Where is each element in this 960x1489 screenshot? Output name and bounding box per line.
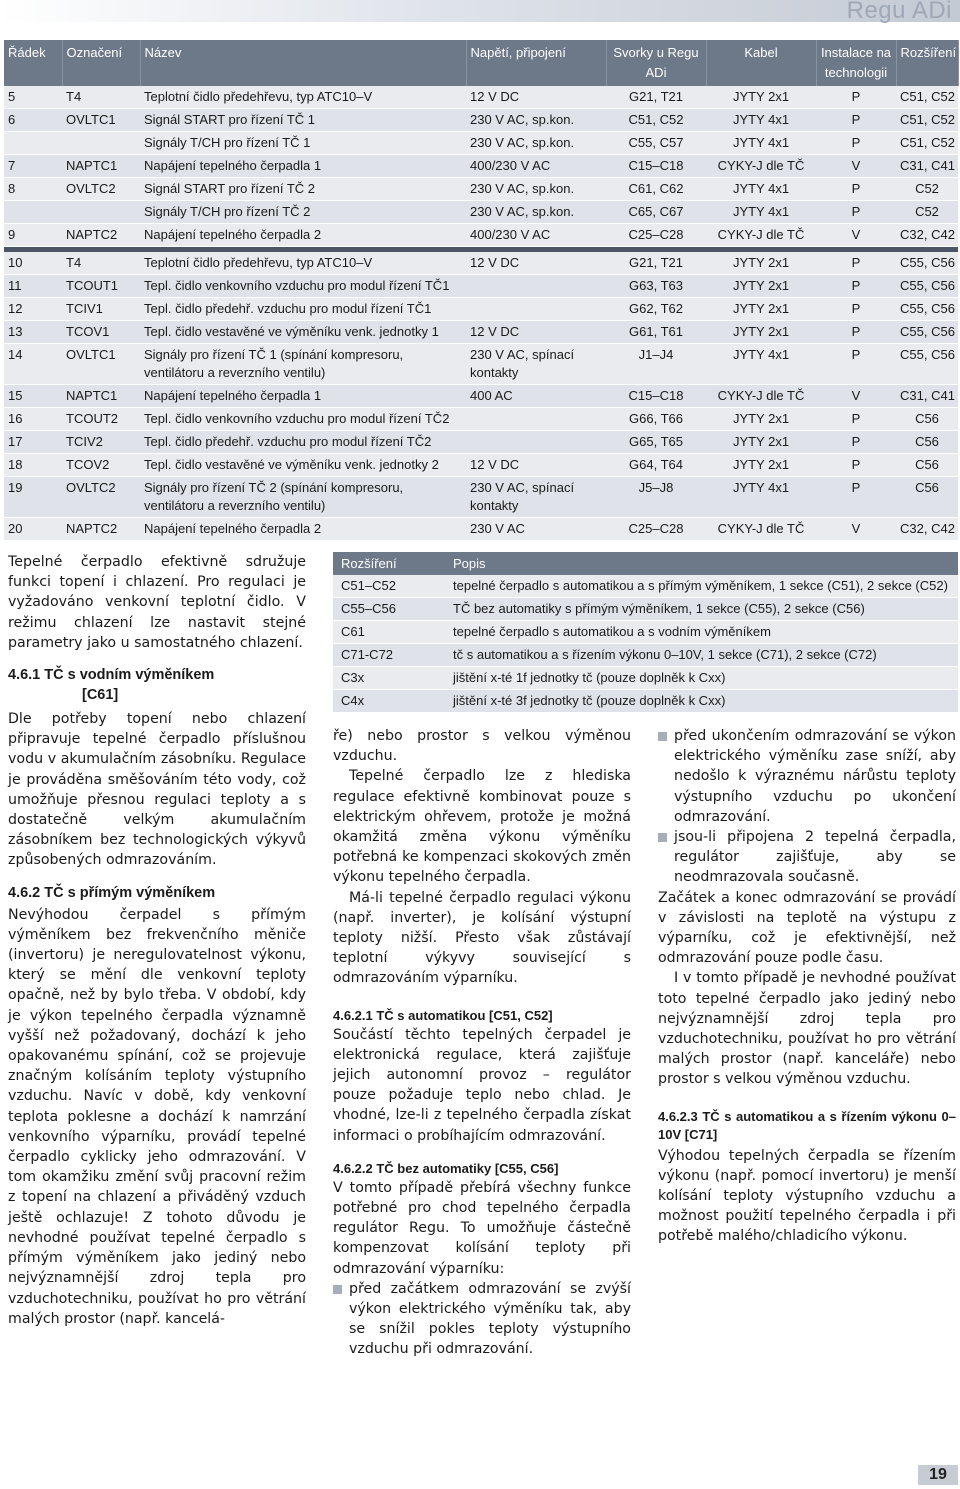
cell-code: OVLTC2	[62, 178, 140, 201]
cell-row: 16	[4, 407, 62, 430]
paragraph: Dle potřeby topení nebo chlazení připravuje tepelné čerpadlo příslušnou vodu v akumulačním zásobníku. Regulace je prováděna směšováním této vody, což umožňuje přesnou regulaci teploty a s dostatečně velkým akumulačním zásobníkem bez technologických výkyvů způsobených odmrazováním.	[8, 711, 306, 869]
paragraph: Výhodou tepelných čerpadla se řízením výkonu (např. pomocí invertoru) je menší kolísání teploty výstupního vzduchu a možnost použití tepelného čerpadla i při potřebě malého/chladicího výkonu.	[658, 1147, 956, 1245]
cell-code: OVLTC2	[62, 476, 140, 517]
cell-voltage: 12 V DC	[466, 320, 606, 343]
cell-name: Signály pro řízení TČ 2 (spínání kompresoru, ventilátoru a reverzního ventilu)	[140, 476, 466, 517]
cell-code: TCIV1	[62, 297, 140, 320]
cell-code: TCIV2	[62, 430, 140, 453]
cell-code: TCOV1	[62, 320, 140, 343]
cell-install: P	[816, 453, 896, 476]
cell-name: Napájení tepelného čerpadla 1	[140, 155, 466, 178]
cell-name: Signál START pro řízení TČ 1	[140, 109, 466, 132]
legend-desc: TČ bez automatiky s přímým výměníkem, 1 sekce (C55), 2 sekce (C56)	[445, 598, 958, 621]
cell-cable: JYTY 2x1	[706, 430, 816, 453]
cell-install: V	[816, 384, 896, 407]
cell-ext: C55, C56	[896, 343, 958, 384]
cell-name: Tepl. čidlo venkovního vzduchu pro modul řízení TČ1	[140, 274, 466, 297]
cell-voltage: 400/230 V AC	[466, 155, 606, 178]
cell-install: P	[816, 274, 896, 297]
list-item: před ukončením odmrazování se výkon elektrického výměníku zase sníží, aby nedošlo k výraznému nárůstu teploty výstupního vzduchu po ukončení odmrazování.	[658, 726, 956, 827]
cell-terminals: C51, C52	[606, 109, 706, 132]
cell-name: Napájení tepelného čerpadla 2	[140, 224, 466, 247]
table-row	[4, 384, 958, 407]
cell-voltage: 230 V AC, sp.kon.	[466, 109, 606, 132]
table-row	[4, 343, 958, 384]
cell-install: P	[816, 297, 896, 320]
cell-cable: JYTY 2x1	[706, 86, 816, 109]
cell-ext: C51, C52	[896, 86, 958, 109]
cell-voltage: 400 AC	[466, 384, 606, 407]
cell-terminals: C65, C67	[606, 201, 706, 224]
cell-terminals: C15–C18	[606, 155, 706, 178]
cell-terminals: G61, T61	[606, 320, 706, 343]
cell-terminals: G21, T21	[606, 252, 706, 275]
bullet-list	[333, 1279, 631, 1360]
cell-code: T4	[62, 252, 140, 275]
cell-cable: CYKY-J dle TČ	[706, 384, 816, 407]
cell-voltage: 230 V AC, spínací kontakty	[466, 476, 606, 517]
table-row	[4, 132, 958, 155]
cell-ext: C32, C42	[896, 517, 958, 540]
cell-ext: C55, C56	[896, 320, 958, 343]
cell-ext: C56	[896, 476, 958, 517]
cell-terminals: J5–J8	[606, 476, 706, 517]
cell-code: TCOV2	[62, 453, 140, 476]
cell-row: 11	[4, 274, 62, 297]
cell-install: V	[816, 155, 896, 178]
legend-code: C4x	[333, 690, 445, 713]
paragraph: Tepelné čerpadlo lze z hlediska regulace efektivně kombinovat pouze s elektrickým ohřevem, protože je možná okamžitá změna výkonu výměníku potřebná ke kompenzaci skokových změn výkonu tepelného čerpadla.	[333, 768, 631, 886]
cell-code: OVLTC1	[62, 109, 140, 132]
cell-voltage	[466, 407, 606, 430]
cell-code	[62, 132, 140, 155]
cell-terminals: C25–C28	[606, 517, 706, 540]
legend-row	[333, 598, 958, 621]
cell-ext: C56	[896, 430, 958, 453]
table-row	[4, 430, 958, 453]
legend-row	[333, 621, 958, 644]
cell-install: P	[816, 407, 896, 430]
cell-code: NAPTC2	[62, 517, 140, 540]
table-header	[4, 40, 958, 86]
connections-table	[4, 40, 959, 541]
col-header: Svorky u Regu ADi	[606, 40, 706, 86]
cell-install: P	[816, 201, 896, 224]
cell-row: 19	[4, 476, 62, 517]
legend-row	[333, 644, 958, 667]
text-column-1	[8, 552, 306, 1329]
cell-code: NAPTC1	[62, 384, 140, 407]
table-row	[4, 224, 958, 247]
table-row	[4, 86, 958, 109]
extension-legend-table	[333, 552, 958, 713]
cell-name: Signály pro řízení TČ 1 (spínání kompresoru, ventilátoru a reverzního ventilu)	[140, 343, 466, 384]
cell-voltage: 400/230 V AC	[466, 224, 606, 247]
cell-cable: JYTY 2x1	[706, 453, 816, 476]
table-row	[4, 320, 958, 343]
cell-name: Tepl. čidlo předehř. vzduchu pro modul řízení TČ2	[140, 430, 466, 453]
cell-install: P	[816, 132, 896, 155]
subsection-heading: 4.6.2.2 TČ bez automatiky [C55, C56]	[333, 1160, 559, 1176]
cell-code: NAPTC2	[62, 224, 140, 247]
cell-terminals: J1–J4	[606, 343, 706, 384]
legend-code: C55–C56	[333, 598, 445, 621]
cell-code: T4	[62, 86, 140, 109]
cell-name: Tepl. čidlo vestavěné ve výměníku venk. jednotky 1	[140, 320, 466, 343]
cell-name: Signál START pro řízení TČ 2	[140, 178, 466, 201]
table-body	[4, 86, 958, 540]
cell-ext: C51, C52	[896, 132, 958, 155]
legend-code: C71-C72	[333, 644, 445, 667]
cell-ext: C52	[896, 201, 958, 224]
legend-desc: tč s automatikou a s řízením výkonu 0–10V, 1 sekce (C71), 2 sekce (C72)	[445, 644, 958, 667]
legend-desc: tepelné čerpadlo s automatikou a s přímým výměníkem, 1 sekce (C51), 2 sekce (C52)	[445, 575, 958, 598]
cell-code: OVLTC1	[62, 343, 140, 384]
col-header: Název	[140, 40, 466, 86]
cell-cable: JYTY 2x1	[706, 320, 816, 343]
legend-desc: tepelné čerpadlo s automatikou a s vodním výměníkem	[445, 621, 958, 644]
legend-code: C3x	[333, 667, 445, 690]
brand-title: Regu ADi	[846, 0, 952, 24]
cell-cable: JYTY 4x1	[706, 109, 816, 132]
cell-name: Tepl. čidlo vestavěné ve výměníku venk. jednotky 2	[140, 453, 466, 476]
cell-row: 18	[4, 453, 62, 476]
col-header: Napětí, připojení	[466, 40, 606, 86]
cell-voltage: 12 V DC	[466, 252, 606, 275]
table-row	[4, 297, 958, 320]
page-number: 19	[918, 1465, 958, 1485]
legend-row	[333, 667, 958, 690]
legend-body	[333, 575, 958, 713]
cell-terminals: C55, C57	[606, 132, 706, 155]
cell-row	[4, 132, 62, 155]
cell-ext: C55, C56	[896, 297, 958, 320]
cell-cable: JYTY 4x1	[706, 132, 816, 155]
cell-ext: C55, C56	[896, 274, 958, 297]
cell-terminals: G21, T21	[606, 86, 706, 109]
subsection-heading: 4.6.2.1 TČ s automatikou [C51, C52]	[333, 1007, 553, 1023]
paragraph: V tomto případě přebírá všechny funkce potřebné pro chod tepelného čerpadla regulátor Regu. To umožňuje částečně kompenzovat kolísání teploty při odmrazování výparníku:	[333, 1179, 631, 1277]
col-header: Označení	[62, 40, 140, 86]
col-header: Rozšíření	[333, 552, 445, 575]
cell-terminals: G66, T66	[606, 407, 706, 430]
cell-install: P	[816, 252, 896, 275]
cell-row: 9	[4, 224, 62, 247]
table-row	[4, 109, 958, 132]
legend-code: C61	[333, 621, 445, 644]
table-row	[4, 252, 958, 275]
cell-row: 17	[4, 430, 62, 453]
cell-name: Teplotní čidlo předehřevu, typ ATC10–V	[140, 252, 466, 275]
cell-name: Tepl. čidlo předehř. vzduchu pro modul řízení TČ1	[140, 297, 466, 320]
cell-row: 12	[4, 297, 62, 320]
cell-voltage	[466, 297, 606, 320]
cell-name: Signály T/CH pro řízení TČ 2	[140, 201, 466, 224]
cell-row: 13	[4, 320, 62, 343]
legend-row	[333, 690, 958, 713]
table-row	[4, 517, 958, 540]
cell-voltage: 230 V AC, spínací kontakty	[466, 343, 606, 384]
cell-ext: C32, C42	[896, 224, 958, 247]
legend-row	[333, 575, 958, 598]
cell-install: P	[816, 343, 896, 384]
cell-row: 6	[4, 109, 62, 132]
cell-install: V	[816, 224, 896, 247]
legend-code: C51–C52	[333, 575, 445, 598]
cell-install: P	[816, 86, 896, 109]
cell-ext: C52	[896, 178, 958, 201]
section-heading-code: [C61]	[82, 687, 119, 704]
text-column-2	[333, 726, 631, 1360]
cell-terminals: C25–C28	[606, 224, 706, 247]
cell-voltage: 12 V DC	[466, 86, 606, 109]
cell-terminals: G65, T65	[606, 430, 706, 453]
list-item: před začátkem odmrazování se zvýší výkon elektrického výměníku tak, aby se snížil pokles teploty výstupního vzduchu při odmrazování.	[333, 1279, 631, 1360]
cell-name: Tepl. čidlo venkovního vzduchu pro modul řízení TČ2	[140, 407, 466, 430]
cell-terminals: C15–C18	[606, 384, 706, 407]
cell-code	[62, 201, 140, 224]
cell-row	[4, 201, 62, 224]
cell-code: NAPTC1	[62, 155, 140, 178]
legend-desc: jištění x-té 1f jednotky tč (pouze doplněk k Cxx)	[445, 667, 958, 690]
cell-row: 10	[4, 252, 62, 275]
cell-row: 15	[4, 384, 62, 407]
col-header: Kabel	[706, 40, 816, 86]
paragraph: I v tomto případě je nevhodné používat toto tepelné čerpadlo jako jediný nebo nejvýznamnější zdroj tepla pro vzduchotechniku, používat ho pro větrání malých prostor (např. kanceláře) nebo prostor s velkou výměnou vzduchu.	[658, 970, 956, 1088]
cell-ext: C55, C56	[896, 252, 958, 275]
cell-install: P	[816, 109, 896, 132]
cell-voltage: 230 V AC	[466, 517, 606, 540]
paragraph: Tepelné čerpadlo efektivně sdružuje funkci topení i chlazení. Pro regulaci je vyžadováno venkovní teplotní čidlo. V režimu chlazení lze nastavit stejné parametry jako u samostatného chlazení.	[8, 554, 306, 651]
text-column-3	[658, 726, 956, 1247]
paragraph: Součástí těchto tepelných čerpadel je elektronická regulace, která zajišťuje jejich autonomní provoz – regulátor pouze požaduje teplo nebo chlad. Je vhodné, lze-li z tepelného čerpadla získat informaci o probíhajícím odmrazování.	[333, 1026, 631, 1144]
cell-install: V	[816, 517, 896, 540]
table-row	[4, 178, 958, 201]
cell-voltage: 12 V DC	[466, 453, 606, 476]
paragraph: ře) nebo prostor s velkou výměnou vzduchu.	[333, 728, 631, 765]
cell-voltage	[466, 274, 606, 297]
cell-cable: JYTY 4x1	[706, 343, 816, 384]
table-row	[4, 453, 958, 476]
col-header: Popis	[445, 552, 958, 575]
cell-voltage: 230 V AC, sp.kon.	[466, 178, 606, 201]
cell-name: Signály T/CH pro řízení TČ 1	[140, 132, 466, 155]
cell-ext: C31, C41	[896, 384, 958, 407]
cell-ext: C56	[896, 407, 958, 430]
cell-ext: C51, C52	[896, 109, 958, 132]
cell-terminals: G62, T62	[606, 297, 706, 320]
cell-cable: JYTY 2x1	[706, 297, 816, 320]
cell-code: TCOUT2	[62, 407, 140, 430]
cell-row: 5	[4, 86, 62, 109]
cell-cable: CYKY-J dle TČ	[706, 155, 816, 178]
cell-cable: JYTY 4x1	[706, 178, 816, 201]
cell-row: 20	[4, 517, 62, 540]
header-bar	[0, 0, 960, 22]
col-header: Rozšíření	[896, 40, 958, 86]
col-header: Instalace na technologii	[816, 40, 896, 86]
paragraph: Nevýhodou čerpadel s přímým výměníkem bez frekvenčního měniče (invertoru) je neregulovatelnost výkonu, který se mění dle venkovní teploty opačně, než by bylo třeba. V období, kdy je výkon tepelného čerpadla významně vyšší než požadovaný, dochází k jeho opakovanému spínání, což se projevuje značným kolísáním teploty výstupního vzduchu. Navíc v době, kdy venkovní teplota poklesne a dochází k namrzání venkovního výparníku, provádí tepelné čerpadlo cyklicky jeho odmrazování. V tom okamžiku změní svůj pracovní režim z topení na chlazení a přiváděný vzduch ještě ochlazuje! Z tohoto důvodu je nevhodné používat tepelné čerpadlo s přímým výměníkem jako jediný nebo nejvýznamnější zdroj tepla pro vzduchotechniku, používat ho pro větrání malých prostor (např. kancelá-	[8, 906, 306, 1327]
cell-row: 14	[4, 343, 62, 384]
cell-name: Napájení tepelného čerpadla 2	[140, 517, 466, 540]
section-heading: 4.6.2 TČ s přímým výměníkem	[8, 884, 216, 901]
list-item: jsou-li připojena 2 tepelná čerpadla, regulátor zajišťuje, aby se neodmrazovala současně.	[658, 827, 956, 888]
cell-install: P	[816, 320, 896, 343]
cell-cable: JYTY 2x1	[706, 252, 816, 275]
subsection-heading: 4.6.2.3 TČ s automatikou a s řízením výkonu 0–10V [C71]	[658, 1108, 956, 1142]
cell-code: TCOUT1	[62, 274, 140, 297]
cell-voltage: 230 V AC, sp.kon.	[466, 201, 606, 224]
cell-voltage	[466, 430, 606, 453]
cell-install: P	[816, 178, 896, 201]
cell-cable: JYTY 4x1	[706, 201, 816, 224]
col-header: Řádek	[4, 40, 62, 86]
cell-row: 8	[4, 178, 62, 201]
cell-install: P	[816, 430, 896, 453]
cell-install: P	[816, 476, 896, 517]
cell-voltage: 230 V AC, sp.kon.	[466, 132, 606, 155]
cell-ext: C56	[896, 453, 958, 476]
paragraph: Začátek a konec odmrazování se provádí v závislosti na teplotě na výstupu z výparníku, což je efektivnější, než odmrazování pouze podle času.	[658, 889, 956, 967]
cell-terminals: G64, T64	[606, 453, 706, 476]
cell-cable: JYTY 2x1	[706, 274, 816, 297]
section-heading: 4.6.1 TČ s vodním výměníkem	[8, 667, 215, 684]
cell-name: Napájení tepelného čerpadla 1	[140, 384, 466, 407]
cell-name: Teplotní čidlo předehřevu, typ ATC10–V	[140, 86, 466, 109]
cell-cable: CYKY-J dle TČ	[706, 517, 816, 540]
bullet-list	[658, 726, 956, 888]
table-row	[4, 201, 958, 224]
cell-cable: CYKY-J dle TČ	[706, 224, 816, 247]
cell-terminals: C61, C62	[606, 178, 706, 201]
table-row	[4, 407, 958, 430]
table-row	[4, 155, 958, 178]
table-row	[4, 274, 958, 297]
paragraph: Má-li tepelné čerpadlo regulaci výkonu (např. inverter), je kolísání výstupní teploty nižší. Přesto však zůstávají teplotní výkyvy související s odmrazováním výparníku.	[333, 889, 631, 987]
legend-desc: jištění x-té 3f jednotky tč (pouze doplněk k Cxx)	[445, 690, 958, 713]
table-row	[4, 476, 958, 517]
cell-cable: JYTY 4x1	[706, 476, 816, 517]
cell-row: 7	[4, 155, 62, 178]
cell-cable: JYTY 2x1	[706, 407, 816, 430]
cell-terminals: G63, T63	[606, 274, 706, 297]
cell-ext: C31, C41	[896, 155, 958, 178]
